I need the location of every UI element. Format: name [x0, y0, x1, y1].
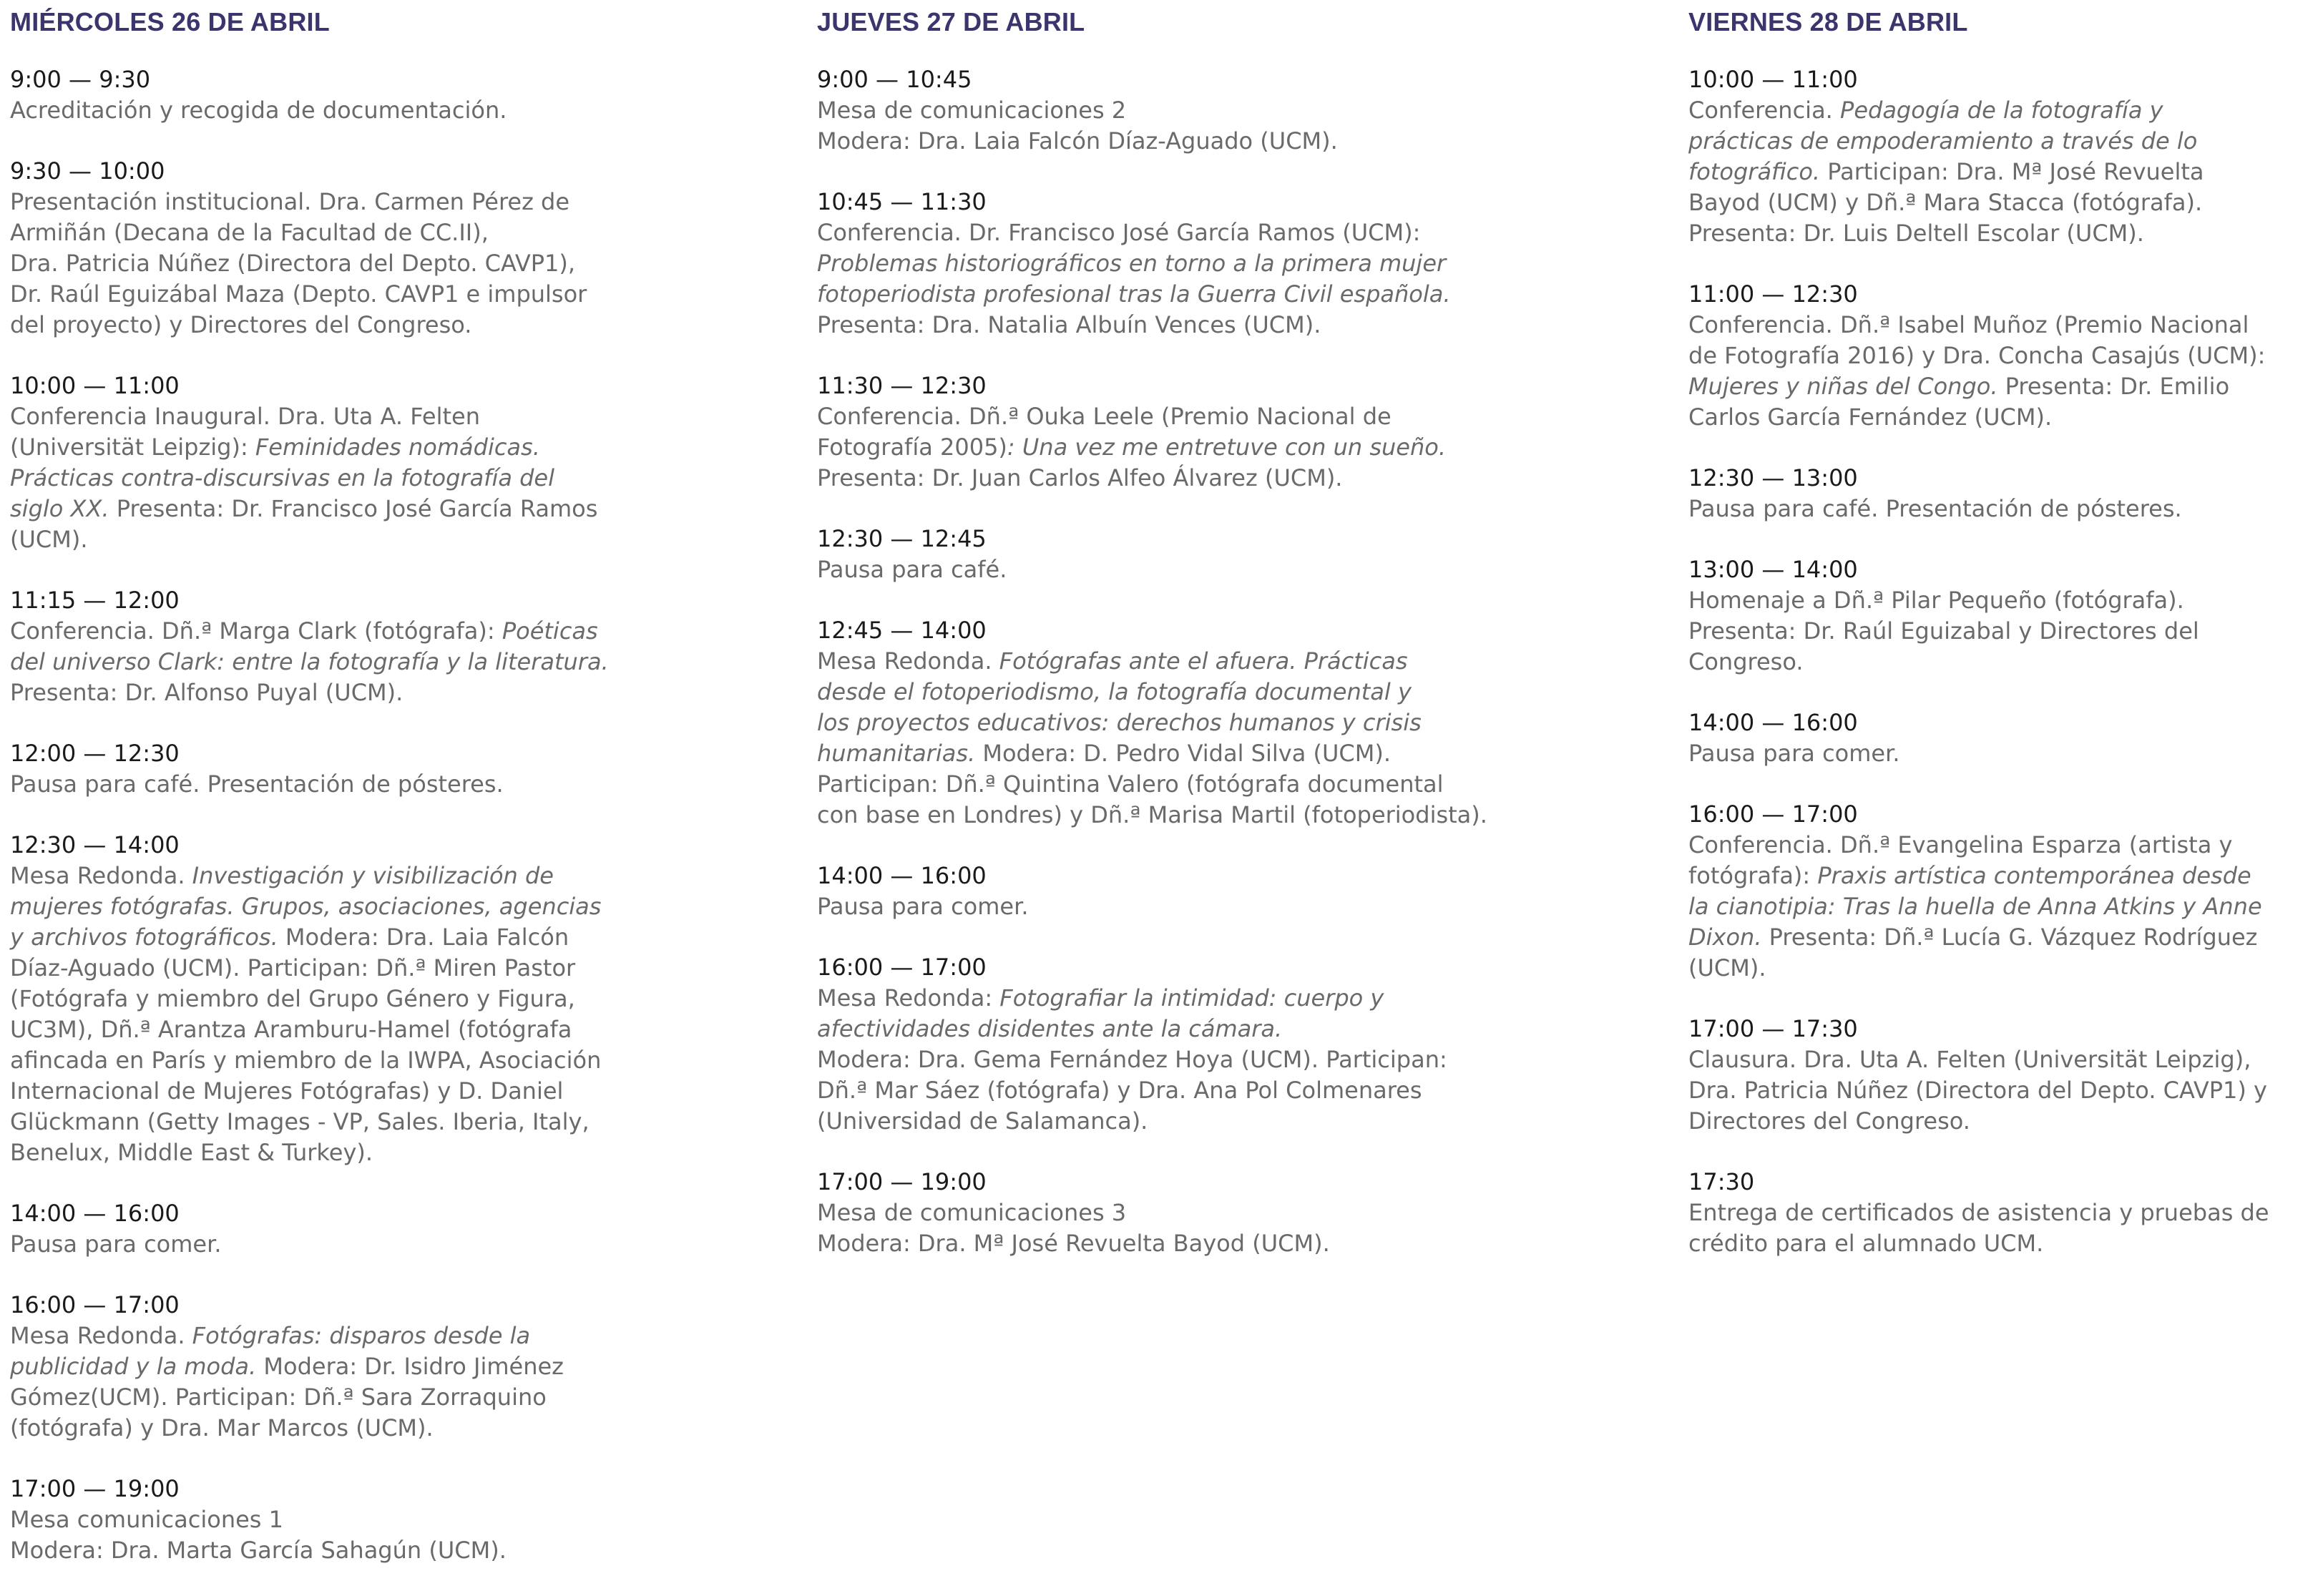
- description-line: [1688, 494, 2318, 524]
- title-text: Mujeres y niñas del Congo.: [1688, 373, 1998, 400]
- description-text: crédito para el alumnado UCM.: [1688, 1230, 2044, 1257]
- description-line: [817, 217, 1590, 248]
- event-time: 12:45 — 14:00: [817, 617, 987, 644]
- description-line: [10, 279, 783, 310]
- title-text: Dixon.: [1688, 924, 1762, 951]
- description-line: [1688, 1198, 2318, 1228]
- event-description: [1688, 738, 2318, 769]
- description-line: [1688, 953, 2318, 984]
- event-time: 11:30 — 12:30: [817, 372, 987, 399]
- description-line: [817, 891, 1590, 922]
- description-line: [1688, 157, 2318, 187]
- description-text: Presenta: Dr. Emilio: [1997, 373, 2230, 400]
- title-text: Investigación y visibilización de: [192, 862, 554, 889]
- description-line: [1688, 585, 2318, 616]
- title-text: Fotógrafas: disparos desde la: [192, 1322, 531, 1349]
- event-description: [817, 554, 1590, 585]
- description-line: [10, 432, 783, 463]
- description-line: [1688, 738, 2318, 769]
- event-time: 13:00 — 14:00: [1688, 556, 1858, 583]
- description-text: Bayod (UCM) y Dñ.ª Mara Stacca (fotógrafa).: [1688, 189, 2203, 216]
- description-line: [1688, 187, 2318, 218]
- description-text: Glückmann (Getty Images - VP, Sales. Iberia, Italy,: [10, 1108, 590, 1135]
- description-text: de Fotografía 2016) y Dra. Concha Casajús (UCM):: [1688, 342, 2266, 369]
- description-line: [10, 1076, 783, 1107]
- description-text: Mesa Redonda:: [817, 984, 1000, 1012]
- description-line: [1688, 922, 2318, 953]
- title-text: afectividades disidentes ante la cámara.: [817, 1015, 1283, 1042]
- description-line: [10, 248, 783, 279]
- description-line: [10, 1382, 783, 1413]
- title-text: Prácticas contra-discursivas en la fotografía del: [10, 464, 554, 491]
- title-text: Praxis artística contemporánea desde: [1817, 862, 2251, 889]
- schedule-item: [1688, 799, 2318, 984]
- schedule-item: [1688, 554, 2318, 677]
- description-text: Pausa para comer.: [817, 893, 1029, 920]
- schedule-item: [817, 524, 1590, 585]
- event-description: [1688, 95, 2318, 249]
- description-text: Modera: Dra. Laia Falcón Díaz-Aguado (UCM).: [817, 127, 1338, 155]
- description-text: Conferencia. Dñ.ª Evangelina Esparza (artista y: [1688, 831, 2233, 858]
- title-text: Feminidades nomádicas.: [255, 434, 540, 461]
- schedule-item: [1688, 279, 2318, 433]
- event-time: 17:00 — 19:00: [10, 1475, 180, 1502]
- description-text: (Fotógrafa y miembro del Grupo Género y Figura,: [10, 985, 575, 1012]
- description-line: [1688, 647, 2318, 677]
- schedule-item: [10, 371, 783, 555]
- description-line: [10, 677, 783, 708]
- description-text: Modera: Dr. Isidro Jiménez: [256, 1353, 564, 1380]
- event-time: 16:00 — 17:00: [1688, 801, 1858, 828]
- description-text: Conferencia Inaugural. Dra. Uta A. Felten: [10, 403, 480, 430]
- description-text: del proyecto) y Directores del Congreso.: [10, 311, 472, 338]
- schedule-item: [10, 830, 783, 1168]
- description-line: [10, 616, 783, 647]
- event-description: [10, 616, 783, 708]
- description-text: (UCM).: [1688, 954, 1766, 981]
- event-description: [1688, 1198, 2318, 1259]
- description-line: [817, 800, 1590, 831]
- description-text: Presenta: Dr. Luis Deltell Escolar (UCM).: [1688, 220, 2144, 247]
- event-time: 16:00 — 17:00: [817, 954, 987, 981]
- description-text: Modera: D. Pedro Vidal Silva (UCM).: [975, 740, 1391, 767]
- description-line: [817, 310, 1590, 341]
- description-text: Pausa para café. Presentación de pósteres.: [10, 770, 504, 798]
- description-line: [10, 1535, 783, 1566]
- description-line: [1688, 402, 2318, 433]
- day-column-thursday: [817, 0, 1590, 1289]
- day-title: JUEVES 27 DE ABRIL: [817, 7, 1085, 36]
- event-description: [1688, 585, 2318, 677]
- description-line: [817, 769, 1590, 800]
- title-text: fotográfico.: [1688, 158, 1821, 185]
- description-line: [10, 524, 783, 555]
- description-text: (UCM).: [10, 526, 88, 553]
- description-line: [1688, 616, 2318, 647]
- description-line: [10, 769, 783, 800]
- description-line: [1688, 891, 2318, 922]
- description-text: Mesa de comunicaciones 2: [817, 97, 1127, 124]
- event-time: 10:45 — 11:30: [817, 188, 987, 215]
- description-text: Mesa Redonda.: [10, 862, 192, 889]
- schedule-item: [1688, 64, 2318, 249]
- description-text: Dñ.ª Mar Sáez (fotógrafa) y Dra. Ana Pol Colmenares: [817, 1077, 1422, 1104]
- description-line: [817, 126, 1590, 157]
- description-line: [1688, 861, 2318, 891]
- event-time: 10:00 — 11:00: [10, 372, 180, 399]
- description-line: [1688, 371, 2318, 402]
- event-description: [817, 217, 1590, 341]
- description-text: Pausa para comer.: [10, 1230, 222, 1258]
- description-text: Pausa para café. Presentación de pósteres.: [1688, 495, 2182, 522]
- description-line: [10, 1107, 783, 1137]
- description-text: (fotógrafa) y Dra. Mar Marcos (UCM).: [10, 1414, 434, 1441]
- description-text: UC3M), Dñ.ª Arantza Aramburu-Hamel (fotógrafa: [10, 1016, 572, 1043]
- event-time: 17:30: [1688, 1168, 1755, 1195]
- event-time: 9:30 — 10:00: [10, 157, 165, 185]
- description-line: [10, 1229, 783, 1260]
- description-text: Mesa de comunicaciones 3: [817, 1199, 1127, 1226]
- description-text: Carlos García Fernández (UCM).: [1688, 403, 2053, 431]
- description-text: Participan: Dra. Mª José Revuelta: [1820, 158, 2204, 185]
- title-text: y archivos fotográficos.: [10, 924, 278, 951]
- event-description: [817, 891, 1590, 922]
- description-line: [1688, 126, 2318, 157]
- event-list: [1688, 64, 2318, 1259]
- description-text: Modera: Dra. Gema Fernández Hoya (UCM). Participan:: [817, 1046, 1447, 1073]
- event-description: [10, 1504, 783, 1566]
- event-description: [1688, 494, 2318, 524]
- description-line: [817, 95, 1590, 126]
- description-text: Fotografía 2005): [817, 434, 1007, 461]
- description-line: [10, 401, 783, 432]
- schedule-item: [1688, 708, 2318, 769]
- description-text: Mesa Redonda.: [817, 647, 999, 675]
- description-line: [10, 1321, 783, 1351]
- schedule-item: [817, 1167, 1590, 1259]
- event-time: 11:15 — 12:00: [10, 587, 180, 614]
- event-description: [817, 401, 1590, 494]
- description-text: Presenta: Dr. Alfonso Puyal (UCM).: [10, 679, 404, 706]
- description-text: Díaz-Aguado (UCM). Participan: Dñ.ª Miren Pastor: [10, 954, 576, 981]
- event-time: 10:00 — 11:00: [1688, 66, 1858, 93]
- title-text: Fotografiar la intimidad: cuerpo y: [999, 984, 1384, 1012]
- event-list: [817, 64, 1590, 1259]
- event-description: [1688, 830, 2318, 984]
- description-text: Entrega de certificados de asistencia y pruebas de: [1688, 1199, 2269, 1226]
- description-text: Benelux, Middle East & Turkey).: [10, 1139, 373, 1166]
- event-description: [10, 1229, 783, 1260]
- schedule-item: [817, 861, 1590, 922]
- title-text: la cianotipia: Tras la huella de Anna Atkins y Anne: [1688, 893, 2262, 920]
- description-text: Armiñán (Decana de la Facultad de CC.II),: [10, 219, 489, 246]
- event-time: 14:00 — 16:00: [817, 862, 987, 889]
- event-description: [10, 187, 783, 341]
- description-line: [10, 95, 783, 126]
- schedule-item: [10, 156, 783, 341]
- description-line: [10, 953, 783, 984]
- description-text: Directores del Congreso.: [1688, 1107, 1970, 1135]
- description-line: [817, 1198, 1590, 1228]
- schedule-item: [10, 585, 783, 708]
- description-text: Mesa Redonda.: [10, 1322, 192, 1349]
- description-line: [817, 983, 1590, 1014]
- event-time: 17:00 — 19:00: [817, 1168, 987, 1195]
- description-line: [817, 708, 1590, 738]
- description-text: Participan: Dñ.ª Quintina Valero (fotógrafa documental: [817, 770, 1444, 798]
- description-text: Mesa comunicaciones 1: [10, 1506, 283, 1533]
- title-text: prácticas de empoderamiento a través de lo: [1688, 127, 2198, 155]
- description-line: [10, 463, 783, 494]
- description-line: [10, 984, 783, 1014]
- description-text: afincada en París y miembro de la IWPA, Asociación: [10, 1047, 602, 1074]
- description-line: [10, 310, 783, 341]
- schedule-item: [10, 1290, 783, 1444]
- title-text: siglo XX.: [10, 495, 109, 522]
- description-text: Presenta: Dr. Juan Carlos Alfeo Álvarez (UCM).: [817, 464, 1343, 491]
- description-line: [1688, 1106, 2318, 1137]
- event-description: [10, 401, 783, 555]
- title-text: desde el fotoperiodismo, la fotografía documental y: [817, 678, 1412, 705]
- description-line: [10, 494, 783, 524]
- description-line: [1688, 341, 2318, 371]
- description-text: Modera: Dra. Mª José Revuelta Bayod (UCM).: [817, 1230, 1330, 1257]
- description-text: Presenta: Dñ.ª Lucía G. Vázquez Rodríguez: [1761, 924, 2258, 951]
- description-text: Dra. Patricia Núñez (Directora del Depto. CAVP1),: [10, 250, 576, 277]
- description-line: [817, 1014, 1590, 1044]
- schedule-item: [10, 1198, 783, 1260]
- event-time: 11:00 — 12:30: [1688, 280, 1858, 308]
- description-line: [1688, 95, 2318, 126]
- schedule-item: [10, 1474, 783, 1566]
- description-text: Conferencia. Dñ.ª Isabel Muñoz (Premio Nacional: [1688, 311, 2249, 338]
- description-text: Homenaje a Dñ.ª Pilar Pequeño (fotógrafa).: [1688, 587, 2184, 614]
- description-line: [10, 1504, 783, 1535]
- description-line: [10, 1137, 783, 1168]
- description-text: Conferencia. Dr. Francisco José García Ramos (UCM):: [817, 219, 1421, 246]
- description-text: Dr. Raúl Eguizábal Maza (Depto. CAVP1 e impulsor: [10, 280, 587, 308]
- description-line: [1688, 310, 2318, 341]
- description-text: fotógrafa):: [1688, 862, 1818, 889]
- title-text: Pedagogía de la fotografía y: [1840, 97, 2163, 124]
- event-description: [10, 95, 783, 126]
- event-list: [10, 64, 783, 1566]
- day-column-wednesday: [10, 0, 783, 1596]
- description-line: [817, 248, 1590, 279]
- description-text: Gómez(UCM). Participan: Dñ.ª Sara Zorraquino: [10, 1384, 547, 1411]
- event-description: [817, 95, 1590, 157]
- description-text: Clausura. Dra. Uta A. Felten (Universität Leipzig),: [1688, 1046, 2251, 1073]
- description-text: Pausa para comer.: [1688, 740, 1900, 767]
- description-text: Congreso.: [1688, 648, 1804, 675]
- description-text: Acreditación y recogida de documentación.: [10, 97, 507, 124]
- schedule-item: [817, 952, 1590, 1137]
- schedule-item: [1688, 463, 2318, 524]
- title-text: Poéticas: [502, 617, 598, 645]
- description-line: [817, 1044, 1590, 1075]
- title-text: los proyectos educativos: derechos humanos y crisis: [817, 709, 1422, 736]
- description-line: [817, 463, 1590, 494]
- description-line: [817, 1075, 1590, 1106]
- description-line: [10, 647, 783, 677]
- description-text: Modera: Dra. Marta García Sahagún (UCM).: [10, 1537, 507, 1564]
- description-line: [10, 1045, 783, 1076]
- title-text: mujeres fotógrafas. Grupos, asociaciones, agencias: [10, 893, 602, 920]
- description-line: [817, 1106, 1590, 1137]
- description-line: [817, 279, 1590, 310]
- title-text: Fotógrafas ante el afuera. Prácticas: [999, 647, 1408, 675]
- title-text: fotoperiodista profesional tras la Guerra Civil española.: [817, 280, 1451, 308]
- description-line: [1688, 218, 2318, 249]
- description-line: [10, 922, 783, 953]
- description-line: [10, 861, 783, 891]
- description-line: [817, 646, 1590, 677]
- event-description: [817, 983, 1590, 1137]
- description-text: Presenta: Dr. Francisco José García Ramos: [109, 495, 598, 522]
- schedule-item: [1688, 1014, 2318, 1137]
- title-text: Problemas historiográficos en torno a la primera mujer: [817, 250, 1447, 277]
- description-line: [10, 217, 783, 248]
- event-description: [817, 646, 1590, 831]
- description-line: [10, 1413, 783, 1444]
- description-line: [10, 1351, 783, 1382]
- description-line: [1688, 1044, 2318, 1075]
- day-title: MIÉRCOLES 26 DE ABRIL: [10, 7, 330, 36]
- description-text: Dra. Patricia Núñez (Directora del Depto. CAVP1) y: [1688, 1077, 2267, 1104]
- description-text: Internacional de Mujeres Fotógrafas) y D. Daniel: [10, 1077, 564, 1105]
- description-line: [10, 187, 783, 217]
- description-text: Presenta: Dra. Natalia Albuín Vences (UCM).: [817, 311, 1321, 338]
- title-text: publicidad y la moda.: [10, 1353, 257, 1380]
- description-line: [817, 1228, 1590, 1259]
- description-line: [10, 891, 783, 922]
- description-text: Conferencia. Dñ.ª Ouka Leele (Premio Nacional de: [817, 403, 1392, 430]
- schedule-item: [817, 187, 1590, 341]
- description-text: Pausa para café.: [817, 556, 1007, 583]
- event-description: [10, 769, 783, 800]
- event-time: 12:30 — 12:45: [817, 525, 987, 552]
- event-time: 17:00 — 17:30: [1688, 1015, 1858, 1042]
- description-text: Conferencia. Dñ.ª Marga Clark (fotógrafa):: [10, 617, 502, 645]
- description-text: con base en Londres) y Dñ.ª Marisa Martil (fotoperiodista).: [817, 801, 1487, 828]
- description-text: Presentación institucional. Dra. Carmen Pérez de: [10, 188, 570, 215]
- schedule-item: [1688, 1167, 2318, 1259]
- schedule-item: [10, 738, 783, 800]
- description-line: [817, 432, 1590, 463]
- description-line: [10, 1014, 783, 1045]
- day-title: VIERNES 28 DE ABRIL: [1688, 7, 1968, 36]
- description-text: Modera: Dra. Laia Falcón: [278, 924, 569, 951]
- event-description: [10, 861, 783, 1168]
- event-description: [817, 1198, 1590, 1259]
- event-description: [1688, 1044, 2318, 1137]
- description-text: (Universidad de Salamanca).: [817, 1107, 1148, 1135]
- schedule-item: [10, 64, 783, 126]
- description-line: [817, 554, 1590, 585]
- schedule-item: [817, 615, 1590, 831]
- description-line: [817, 401, 1590, 432]
- event-description: [1688, 310, 2318, 433]
- description-text: (Universität Leipzig):: [10, 434, 255, 461]
- event-time: 16:00 — 17:00: [10, 1291, 180, 1318]
- event-description: [10, 1321, 783, 1444]
- event-time: 14:00 — 16:00: [10, 1200, 180, 1227]
- description-text: Conferencia.: [1688, 97, 1841, 124]
- schedule-item: [817, 64, 1590, 157]
- description-line: [817, 677, 1590, 708]
- event-time: 9:00 — 9:30: [10, 66, 151, 93]
- event-time: 12:30 — 14:00: [10, 831, 180, 858]
- event-time: 12:00 — 12:30: [10, 740, 180, 767]
- description-line: [1688, 1075, 2318, 1106]
- description-line: [1688, 1228, 2318, 1259]
- title-text: : Una vez me entretuve con un sueño.: [1007, 434, 1446, 461]
- description-line: [1688, 830, 2318, 861]
- event-time: 9:00 — 10:45: [817, 66, 972, 93]
- event-time: 12:30 — 13:00: [1688, 464, 1858, 491]
- description-line: [817, 738, 1590, 769]
- day-column-friday: [1688, 0, 2318, 1289]
- title-text: del universo Clark: entre la fotografía y la literatura.: [10, 648, 609, 675]
- event-time: 14:00 — 16:00: [1688, 709, 1858, 736]
- description-text: Presenta: Dr. Raúl Eguizabal y Directores del: [1688, 617, 2199, 645]
- title-text: humanitarias.: [817, 740, 976, 767]
- schedule-item: [817, 371, 1590, 494]
